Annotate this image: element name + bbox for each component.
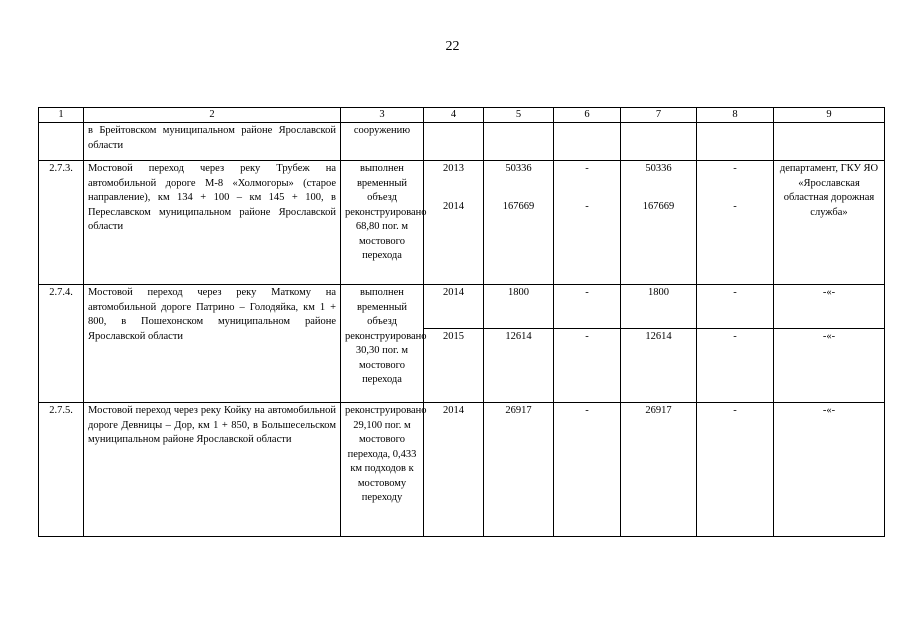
amount-col8: - xyxy=(697,403,774,537)
work-description: выполнен временный объезд реконструировано 68,80 пог. м мостового перехода xyxy=(341,161,424,285)
amount-col6: - xyxy=(554,329,621,403)
amount-col6: - xyxy=(585,163,589,174)
total-amount: 12614 xyxy=(484,329,554,403)
total-amount: 50336 xyxy=(505,163,532,174)
column-header: 6 xyxy=(554,108,621,123)
total-amount: 167669 xyxy=(502,200,535,212)
budget-table xyxy=(38,107,885,537)
table-row xyxy=(39,161,885,285)
responsible-executor: -«- xyxy=(774,403,885,537)
column-header: 3 xyxy=(341,108,424,123)
column-header: 4 xyxy=(424,108,484,123)
object-description: Мостовой переход через реку Койку на автомобильной дороге Девницы – Дор, км 1 + 850, в Большесельском муниципальном районе Ярославской области xyxy=(84,403,341,537)
work-description: сооружению xyxy=(341,123,424,161)
column-header: 5 xyxy=(484,108,554,123)
responsible-executor: департамент, ГКУ ЯО «Ярославская областная дорожная служба» xyxy=(774,161,885,285)
amount-col8: - xyxy=(697,285,774,329)
column-header: 8 xyxy=(697,108,774,123)
column-header: 1 xyxy=(39,108,84,123)
table-row xyxy=(39,285,885,329)
row-number: 2.7.4. xyxy=(39,285,84,403)
column-header: 7 xyxy=(621,108,697,123)
row-number: 2.7.5. xyxy=(39,403,84,537)
object-description: в Брейтовском муниципальном районе Ярославской области xyxy=(84,123,341,161)
year: 2014 xyxy=(424,403,484,537)
object-description: Мостовой переход через реку Маткому на автомобильной дороге Патрино – Голодяйка, км 1 + 800, в Пошехонском муниципальном районе Ярославской области xyxy=(84,285,341,403)
work-description: выполнен временный объезд реконструировано 30,30 пог. м мостового перехода xyxy=(341,285,424,403)
amount-col7: 1800 xyxy=(621,285,697,329)
amount-col6: - xyxy=(585,200,589,212)
year: 2013 xyxy=(443,163,464,174)
year: 2014 xyxy=(424,285,484,329)
amount-col8: - xyxy=(733,200,737,212)
amount-col6: - xyxy=(554,285,621,329)
total-amount: 1800 xyxy=(484,285,554,329)
amount-col8: - xyxy=(733,163,737,174)
row-number: 2.7.3. xyxy=(39,161,84,285)
year: 2015 xyxy=(424,329,484,403)
work-description: реконструировано 29,100 пог. м мостового перехода, 0,433 км подходов к мостовому переходу xyxy=(341,403,424,537)
amount-col8: - xyxy=(697,329,774,403)
responsible-executor: -«- xyxy=(774,285,885,329)
column-header: 2 xyxy=(84,108,341,123)
continuation-row xyxy=(39,123,885,161)
amount-col7: 50336 xyxy=(645,163,672,174)
amount-col7: 12614 xyxy=(621,329,697,403)
page-number: 22 xyxy=(445,39,460,54)
amount-col6: - xyxy=(554,403,621,537)
amount-col7: 167669 xyxy=(642,200,675,212)
responsible-executor: -«- xyxy=(774,329,885,403)
object-description: Мостовой переход через реку Трубеж на автомобильной дороге М-8 «Холмогоры» (старое направление), км 134 + 100 – км 145 + 100, в Переславском муниципальном районе Ярославской области xyxy=(84,161,341,285)
year: 2014 xyxy=(443,200,464,212)
amount-col7: 26917 xyxy=(621,403,697,537)
table-row xyxy=(39,403,885,537)
column-header: 9 xyxy=(774,108,885,123)
column-header-row xyxy=(39,108,885,123)
total-amount: 26917 xyxy=(484,403,554,537)
